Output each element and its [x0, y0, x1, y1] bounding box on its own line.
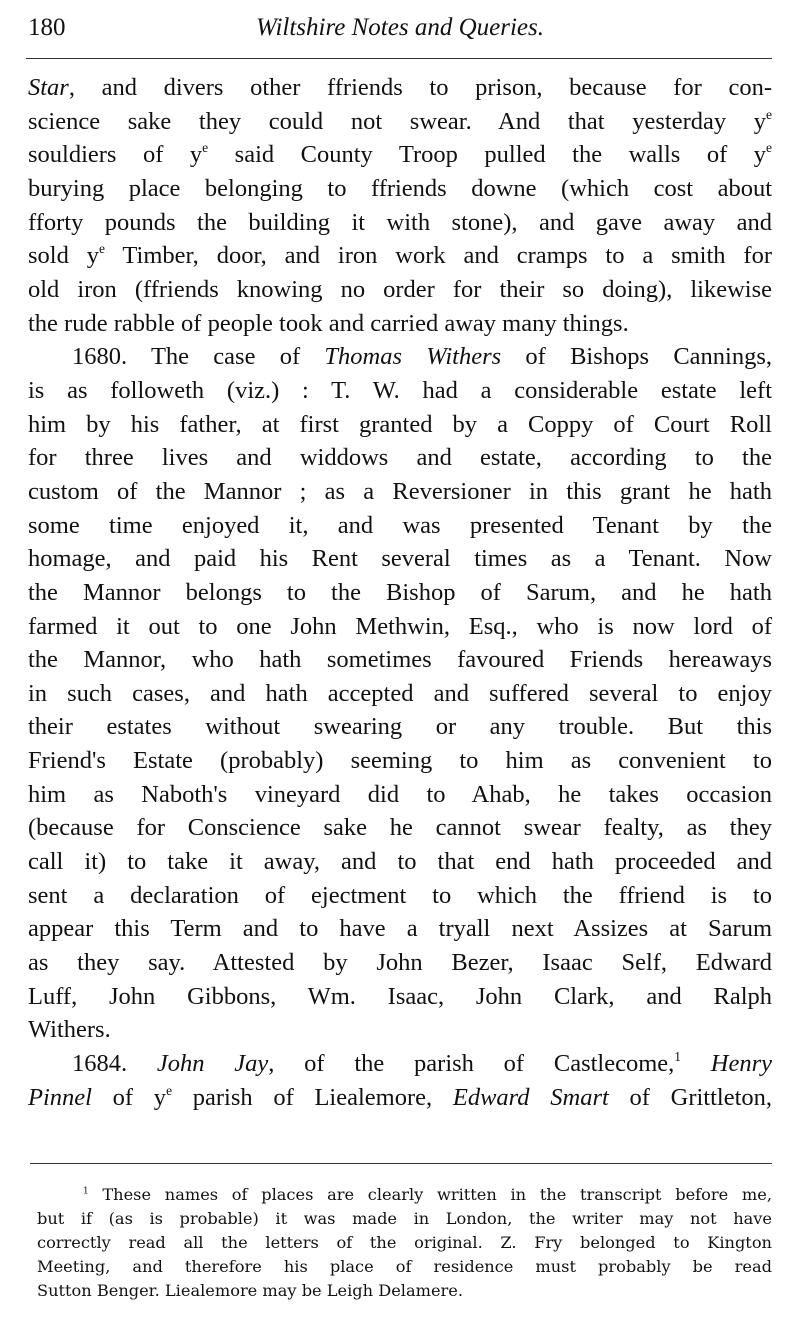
text-segment: fforty pounds the building it with stone), and gave away and	[28, 208, 772, 236]
text-line	[28, 71, 772, 105]
text-line	[28, 1081, 772, 1115]
text-segment: the rude rabble of people took and carried away many things.	[28, 309, 629, 337]
text-line	[28, 845, 772, 879]
text-line	[28, 374, 772, 408]
text-segment: in such cases, and hath accepted and suffered several to enjoy	[28, 679, 772, 707]
header-rule	[26, 58, 772, 59]
text-segment: Sutton Benger. Liealemore may be Leigh Delamere.	[37, 1281, 464, 1300]
text-line	[28, 946, 772, 980]
text-line	[28, 576, 772, 610]
text-line	[28, 206, 772, 240]
page-number: 180	[28, 14, 66, 41]
text-segment: (because for Conscience sake he cannot swear fealty, as they	[28, 814, 772, 842]
text-line	[28, 879, 772, 913]
text-segment: souldiers of y	[28, 141, 203, 169]
superscript: 1	[83, 1186, 89, 1197]
running-title: Wiltshire Notes and Queries.	[256, 14, 544, 41]
superscript: e	[766, 140, 773, 156]
text-segment: Withers.	[28, 1016, 111, 1044]
superscript: e	[166, 1082, 173, 1098]
footnote-line	[37, 1255, 772, 1279]
italic-text: Thomas Withers	[324, 343, 502, 371]
italic-text: John Jay	[156, 1050, 269, 1078]
text-segment: sent a declaration of ejectment to which the ffriend is to	[28, 881, 772, 909]
text-segment: burying place belonging to ffriends downe (which cost about	[28, 174, 772, 202]
text-line	[28, 542, 772, 576]
superscript: e	[766, 106, 772, 122]
text-segment: of Grittleton,	[608, 1083, 773, 1111]
text-segment: 1684.	[72, 1050, 157, 1078]
text-segment: Meeting, and therefore his place of residence must probably be read	[37, 1257, 772, 1276]
body-text	[28, 71, 772, 1114]
text-segment: 1680. The case of	[72, 343, 325, 371]
text-line	[28, 1047, 772, 1081]
text-segment: , and divers other ffriends to prison, because for con-	[68, 74, 772, 101]
text-segment: their estates without swearing or any trouble. But this	[28, 713, 772, 741]
text-line	[28, 105, 772, 139]
text-segment: farmed it out to one John Methwin, Esq., who is now lord of	[28, 612, 772, 640]
text-segment: for three lives and widdows and estate, according to the	[28, 444, 772, 472]
text-segment	[681, 1050, 711, 1077]
text-line	[28, 441, 772, 475]
text-line	[28, 1013, 772, 1047]
text-line	[28, 677, 772, 711]
text-line	[28, 408, 772, 442]
text-segment: Timber, door, and iron work and cramps to a smith for	[104, 242, 772, 270]
text-segment: old iron (ffriends knowing no order for their so doing), likewise	[28, 275, 772, 303]
text-line	[28, 340, 772, 374]
text-line	[28, 273, 772, 307]
text-segment: Friend's Estate (probably) seeming to him as convenient to	[28, 747, 772, 775]
text-segment: said County Troop pulled the walls of y	[208, 141, 767, 169]
italic-text: Star	[28, 74, 69, 101]
footnote-line	[37, 1231, 772, 1255]
footnote-line	[37, 1183, 772, 1207]
superscript: e	[202, 140, 209, 156]
italic-text: Henry	[710, 1050, 773, 1078]
superscript: e	[98, 241, 105, 257]
text-segment: , of the parish of Castlecome,	[268, 1050, 675, 1078]
text-segment: science sake they could not swear. And that yesterday y	[28, 107, 767, 135]
text-line	[28, 610, 772, 644]
text-line	[28, 811, 772, 845]
italic-text: Pinnel	[28, 1083, 92, 1111]
text-line	[28, 509, 772, 543]
text-segment: as they say. Attested by John Bezer, Isaac Self, Edward	[28, 949, 772, 977]
text-line	[28, 778, 772, 812]
footnote-rule	[30, 1163, 772, 1164]
text-segment: the Mannor, who hath sometimes favoured Friends hereaways	[28, 646, 772, 674]
text-segment: correctly read all the letters of the original. Z. Fry belonged to Kington	[37, 1233, 772, 1252]
footnote-line	[37, 1279, 772, 1303]
text-segment: him as Naboth's vineyard did to Ahab, he takes occasion	[28, 780, 772, 808]
text-line	[28, 172, 772, 206]
footnote	[37, 1183, 772, 1303]
text-line	[28, 138, 772, 172]
text-segment: some time enjoyed it, and was presented Tenant by the	[28, 511, 772, 539]
text-segment: of Bishops Cannings,	[501, 343, 772, 371]
footnote-line	[37, 1207, 772, 1231]
text-segment: Luff, John Gibbons, Wm. Isaac, John Clark, and Ralph	[28, 982, 772, 1010]
text-segment: parish of Liealemore,	[172, 1083, 453, 1111]
text-segment: custom of the Mannor ; as a Reversioner in this grant he hath	[28, 477, 772, 505]
italic-text: Edward Smart	[452, 1083, 609, 1111]
text-line	[28, 643, 772, 677]
text-segment: of y	[91, 1083, 167, 1111]
text-segment: but if (as is probable) it was made in London, the writer may not have	[37, 1209, 772, 1228]
text-segment: These names of places are clearly written in the transcript before me,	[88, 1185, 772, 1204]
text-line	[28, 307, 772, 341]
running-header	[28, 14, 772, 50]
text-segment: appear this Term and to have a tryall next Assizes at Sarum	[28, 915, 772, 943]
text-segment: is as followeth (viz.) : T. W. had a considerable estate left	[28, 376, 772, 404]
text-line	[28, 912, 772, 946]
text-segment: homage, and paid his Rent several times as a Tenant. Now	[28, 545, 772, 573]
text-line	[28, 239, 772, 273]
text-line	[28, 710, 772, 744]
text-line	[28, 744, 772, 778]
text-line	[28, 475, 772, 509]
text-segment: call it) to take it away, and to that end hath proceeded and	[28, 848, 772, 876]
text-segment: him by his father, at first granted by a Coppy of Court Roll	[28, 410, 772, 438]
text-segment: sold y	[28, 242, 99, 270]
text-segment: the Mannor belongs to the Bishop of Sarum, and he hath	[28, 578, 772, 606]
text-line	[28, 980, 772, 1014]
superscript: 1	[674, 1048, 682, 1064]
